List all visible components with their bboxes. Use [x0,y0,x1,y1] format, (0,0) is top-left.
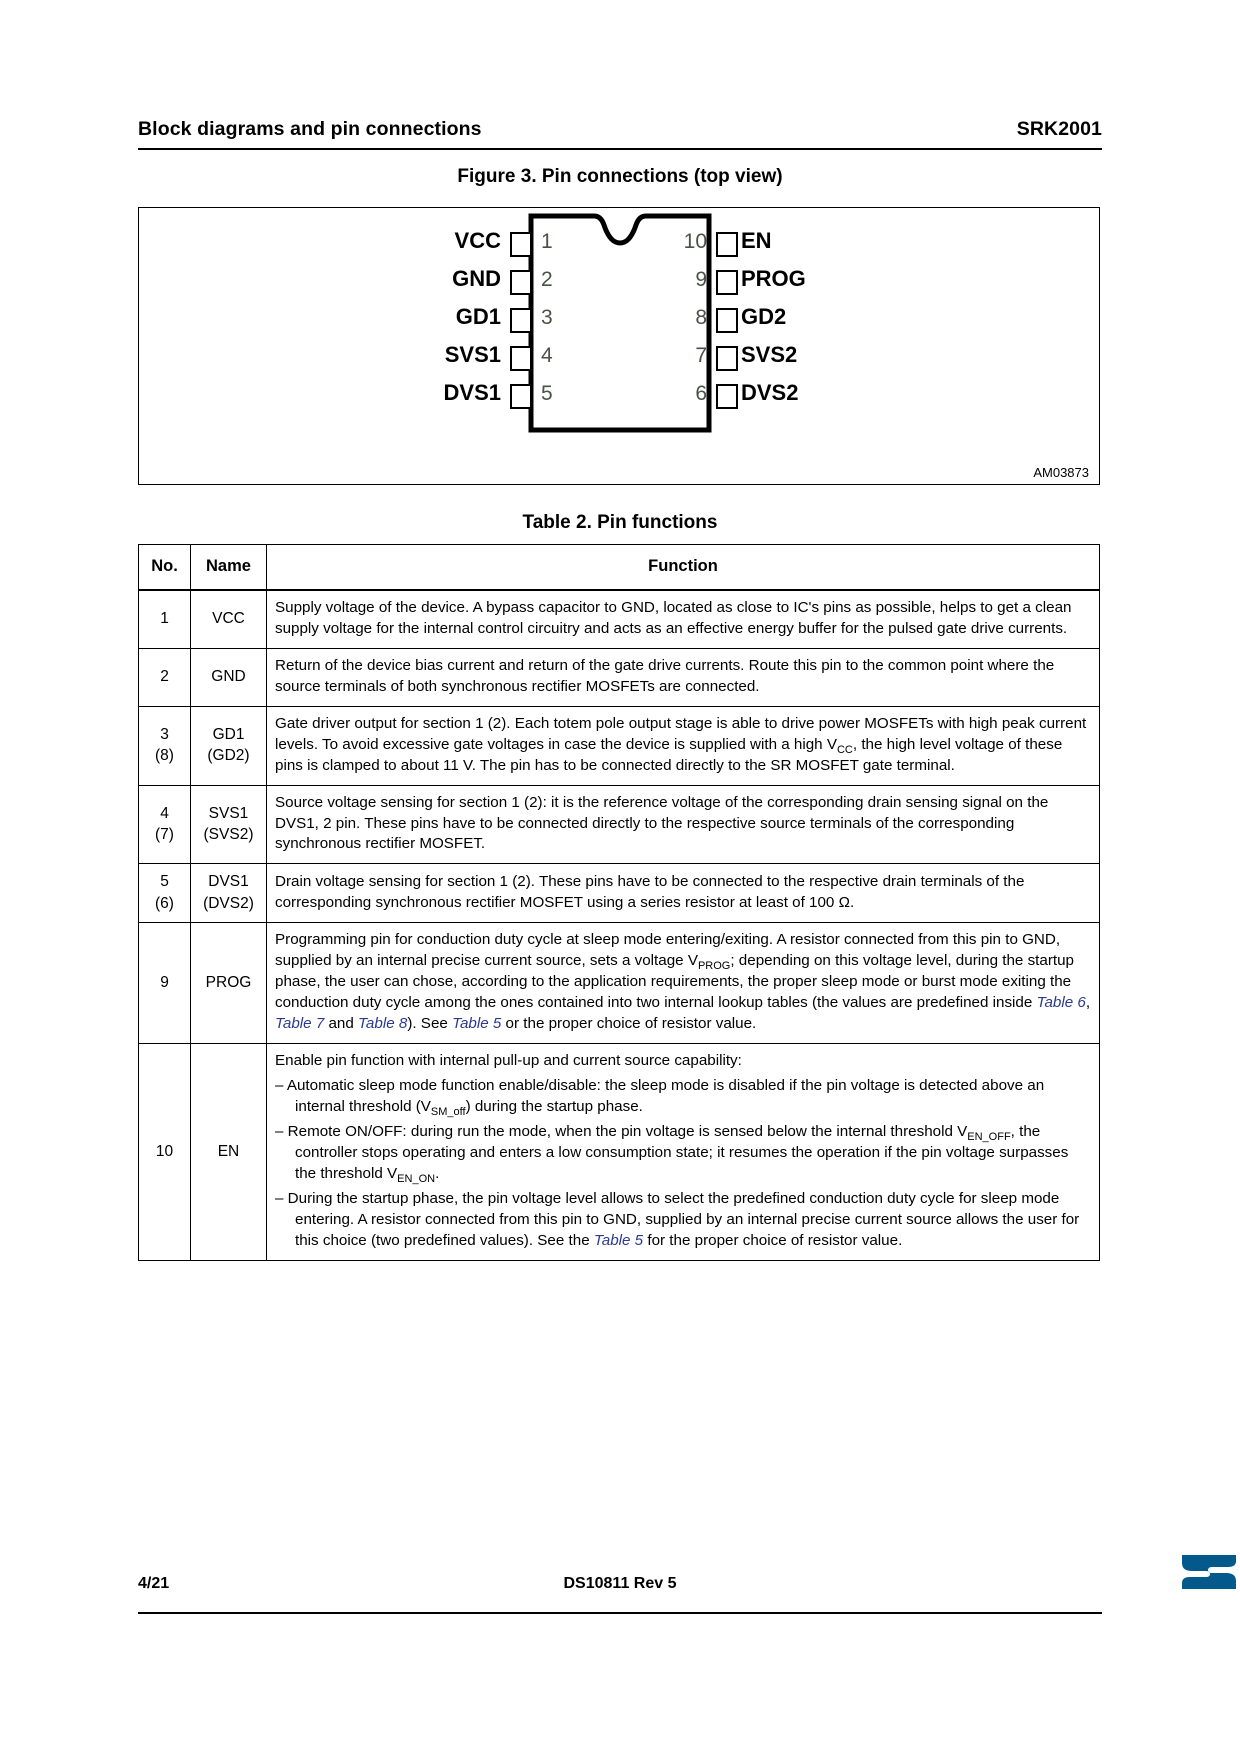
header-section-title: Block diagrams and pin connections [138,118,482,140]
header-divider [138,148,1102,150]
pin-functions-table [138,544,1100,1261]
table-row [139,1044,1100,1261]
pin-number-8: 8 [695,306,707,329]
footer-divider [138,1612,1102,1614]
pin-number-3: 3 [541,306,553,329]
pin-label-dvs2: DVS2 [741,380,799,405]
table-header-row [139,545,1100,590]
pin-number-6: 6 [695,382,707,405]
cell-pin-name: PROG [191,923,267,1044]
pin-label-prog: PROG [741,266,806,291]
cell-pin-function: Programming pin for conduction duty cycle at sleep mode entering/exiting. A resistor connected from this pin to GND, supplied by an internal precise current source, sets a voltage $V_{PROG}$; depending on this voltage level, during the startup phase, the user can chose, according to the application requirements, the proper sleep mode or burst mode exiting the conduction duty cycle among the ones contained into two internal lookup tables (the values are predefined inside Table 6, Table 7 and Table 8). See Table 5 or the proper choice of resistor value. [267,923,1100,1044]
column-header-no: No. [139,545,191,590]
cell-pin-no: 5 (6) [139,864,191,923]
page-header [138,118,1102,141]
pin-number-2: 2 [541,268,553,291]
cell-pin-name: DVS1 (DVS2) [191,864,267,923]
figure-3-pin-connections [138,207,1100,485]
cell-pin-no: 1 [139,590,191,648]
cell-pin-name: EN [191,1044,267,1261]
pin-number-10: 10 [683,230,707,253]
cell-pin-function: Source voltage sensing for section 1 (2): it is the reference voltage of the corresponding drain sensing signal on the DVS1, 2 pin. These pins have to be connected directly to the respective source terminals of the corresponding synchronous rectifier MOSFET. [267,785,1100,864]
pin-label-vcc: VCC [454,228,501,253]
cell-pin-no: 2 [139,648,191,706]
pin-pad-2 [510,270,532,295]
chip-drawing [139,208,1099,484]
pin-pad-1 [510,232,532,257]
pin-pad-5 [510,384,532,409]
header-product-name: SRK2001 [1016,118,1102,140]
pin-label-en: EN [741,228,772,253]
cell-pin-name: SVS1 (SVS2) [191,785,267,864]
cell-pin-name: GND [191,648,267,706]
pin-pad-6 [716,384,738,409]
st-logo-icon [1178,1545,1240,1593]
cell-pin-no: 3 (8) [139,706,191,785]
footer-page-number: 4/21 [138,1575,170,1592]
cell-pin-function: Return of the device bias current and return of the gate drive currents. Route this pin to the common point where the source terminals of both synchronous rectifier MOSFETs are connected. [267,648,1100,706]
pin-label-dvs1: DVS1 [443,380,501,405]
table-row [139,864,1100,923]
cell-pin-function: Enable pin function with internal pull-up and current source capability: – Automatic sleep mode function enable/disable: the sleep mode is disabled if the pin voltage is detected above an internal threshold $(V_{SM\_off})$ during the startup phase. – Remote ON/OFF: during run the mode, when the pin voltage is sensed below the internal threshold $V_{EN\_OFF}$, the controller stops operating and enters a low consumption state; it resumes the operation if the pin voltage surpasses the threshold $V_{EN\_ON}$. – During the startup phase, the pin voltage level allows to select the predefined conduction duty cycle for sleep mode entering. A resistor connected from this pin to GND, supplied by an internal precise current source allows the user for this choice (two predefined values). See the Table 5 for the proper choice of resistor value. [267,1044,1100,1261]
pin-number-4: 4 [541,344,553,367]
pin-number-9: 9 [695,268,707,291]
pin-number-7: 7 [695,344,707,367]
table-caption: Table 2. Pin functions [522,512,718,533]
pin-label-gd2: GD2 [741,304,787,329]
table-row [139,785,1100,864]
pin-label-svs1: SVS1 [444,342,501,367]
pin-pad-9 [716,270,738,295]
table-row [139,923,1100,1044]
table-row [139,648,1100,706]
pin-pad-10 [716,232,738,257]
pin-pad-4 [510,346,532,371]
pin-pad-8 [716,308,738,333]
pin-number-1: 1 [541,230,553,253]
column-header-name: Name [191,545,267,590]
cell-pin-no: 9 [139,923,191,1044]
cell-pin-function: Supply voltage of the device. A bypass capacitor to GND, located as close to IC's pins as possible, helps to get a clean supply voltage for the internal control circuitry and acts as an effective energy buffer for the pulsed gate drive currents. [267,590,1100,648]
figure-caption: Figure 3. Pin connections (top view) [457,166,783,187]
cell-pin-name: GD1 (GD2) [191,706,267,785]
cell-pin-function: Gate driver output for section 1 (2). Each totem pole output stage is able to drive power MOSFETs with high peak current levels. To avoid excessive gate voltages in case the device is supplied with a high $V_{CC}$, the high level voltage of these pins is clamped to about 11 V. The pin has to be connected directly to the SR MOSFET gate terminal. [267,706,1100,785]
figure-drawing-id: AM03873 [1033,465,1089,480]
cell-pin-no: 10 [139,1044,191,1261]
page-footer [138,1575,1102,1593]
column-header-function: Function [267,545,1100,590]
cell-pin-no: 4 (7) [139,785,191,864]
table-row [139,706,1100,785]
chip-outline-icon [139,208,1101,486]
pin-pad-3 [510,308,532,333]
cell-pin-function: Drain voltage sensing for section 1 (2). These pins have to be connected to the respective drain terminals of the corresponding synchronous rectifier MOSFET using a series resistor at least of 100 Ω. [267,864,1100,923]
pin-label-svs2: SVS2 [741,342,798,367]
pin-label-gnd: GND [452,266,501,291]
pin-number-5: 5 [541,382,553,405]
table-row [139,590,1100,648]
pin-label-gd1: GD1 [455,304,501,329]
pin-pad-7 [716,346,738,371]
cell-pin-name: VCC [191,590,267,648]
footer-document-id: DS10811 Rev 5 [563,1575,677,1592]
